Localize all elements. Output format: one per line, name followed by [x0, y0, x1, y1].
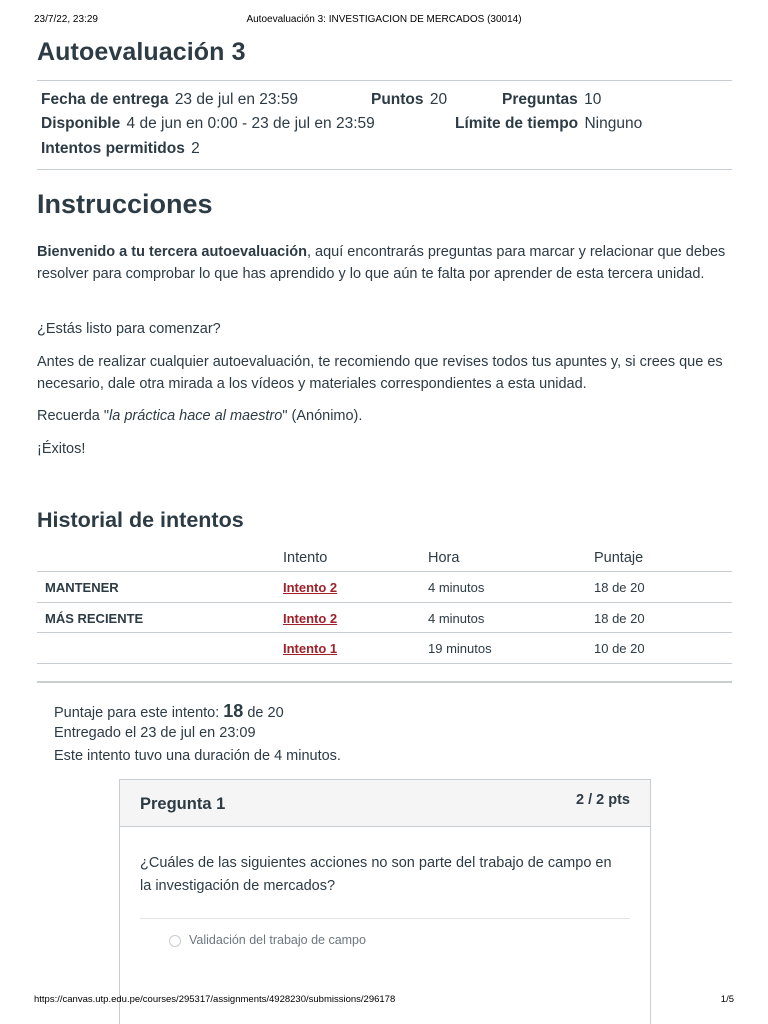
score-suffix: de 20: [243, 705, 284, 721]
meta-row-3: [41, 140, 731, 160]
row-score: 18 de 20: [594, 610, 645, 626]
limite-label: Límite de tiempo: [455, 115, 579, 132]
divider: [37, 681, 732, 683]
print-page-number: 1/5: [720, 994, 734, 1005]
quote-italic: la práctica hace al maestro: [109, 408, 283, 424]
page-title: Autoevaluación 3: [37, 38, 246, 66]
score-summary: [54, 701, 284, 722]
divider: [37, 169, 732, 170]
disponible: [41, 115, 375, 133]
header-intento: Intento: [283, 550, 328, 566]
instructions-title: Instrucciones: [37, 189, 213, 219]
attempt-link[interactable]: Intento 2: [283, 580, 338, 595]
print-date: 23/7/22, 23:29: [34, 14, 98, 25]
header-hora: Hora: [428, 550, 460, 566]
row-score: 18 de 20: [594, 580, 645, 595]
attempt-link[interactable]: Intento 2: [283, 610, 338, 626]
row-score: 10 de 20: [594, 641, 645, 656]
question-title: Pregunta 1: [140, 795, 226, 813]
welcome-rest: , aquí encontrarás preguntas para marcar y relacionar que debes resolver para comprobar lo que has aprendido y lo que aún te falta por aprender de esta tercera unidad.: [37, 244, 726, 282]
disponible-value: 4 de jun en 0:00 - 23 de jul en 23:59: [126, 115, 375, 132]
score-value: 18: [223, 701, 244, 721]
meta-row-2: [41, 115, 731, 135]
instructions-paragraph-4: [37, 405, 732, 427]
history-title: Historial de intentos: [37, 508, 244, 532]
divider: [37, 80, 732, 81]
option-label: Validación del trabajo de campo: [189, 933, 366, 947]
table-row: [37, 633, 732, 664]
instructions-paragraph-5: ¡Éxitos!: [37, 441, 86, 457]
table-row: [37, 603, 732, 634]
row-time: 4 minutos: [428, 580, 485, 595]
score-prefix: Puntaje para este intento:: [54, 705, 224, 721]
meta-row-1: [41, 91, 731, 111]
row-label: MANTENER: [45, 580, 119, 595]
limite-value: Ninguno: [584, 115, 643, 132]
preguntas-label: Preguntas: [502, 91, 578, 108]
row-time: 19 minutos: [428, 641, 492, 656]
limite-tiempo: [455, 115, 642, 133]
intentos-permitidos: [41, 140, 200, 158]
row-time: 4 minutos: [428, 610, 485, 626]
instructions-paragraph-3: Antes de realizar cualquier autoevaluación, te recomiendo que revises todos tus apuntes y, si crees que es necesario, dale otra mirada a los vídeos y materiales correspondientes a esta unidad.: [37, 354, 723, 392]
history-table: [37, 540, 732, 664]
intentos-value: 2: [191, 140, 200, 157]
question-text: ¿Cuáles de las siguientes acciones no son parte del trabajo de campo en la investigación de mercados?: [140, 855, 612, 894]
duration-text: Este intento tuvo una duración de 4 minutos.: [54, 748, 341, 764]
print-footer: [34, 994, 734, 1008]
row-label: MÁS RECIENTE: [45, 610, 144, 626]
submitted-text: Entregado el 23 de jul en 23:09: [54, 725, 256, 741]
preguntas-value: 10: [584, 91, 602, 108]
attempt-link[interactable]: Intento 1: [283, 641, 338, 656]
puntos-value: 20: [429, 91, 448, 108]
print-doc-title: Autoevaluación 3: INVESTIGACION DE MERCADOS (30014): [246, 14, 522, 25]
question-header: [120, 780, 650, 827]
header-puntaje: Puntaje: [594, 550, 644, 566]
print-header: [34, 14, 734, 28]
divider: [140, 918, 630, 919]
preguntas: [502, 91, 601, 109]
instructions-paragraph-1: [37, 241, 732, 285]
quote-pre: Recuerda ": [37, 408, 110, 424]
fecha-entrega-label: Fecha de entrega: [41, 91, 169, 108]
table-row: [37, 572, 732, 603]
question-card: [119, 779, 651, 1024]
quote-post: " (Anónimo).: [282, 408, 363, 424]
history-header-row: [37, 540, 732, 572]
radio-icon[interactable]: [169, 935, 181, 947]
welcome-bold: Bienvenido a tu tercera autoevaluación: [37, 244, 307, 260]
puntos: [371, 91, 447, 109]
fecha-entrega: [41, 91, 298, 109]
instructions-paragraph-2: ¿Estás listo para comenzar?: [37, 321, 221, 337]
print-url: https://canvas.utp.edu.pe/courses/295317/assignments/4928230/submissions/296178: [34, 994, 396, 1005]
disponible-label: Disponible: [41, 115, 121, 132]
fecha-entrega-value: 23 de jul en 23:59: [174, 91, 299, 108]
question-points: 2 / 2 pts: [576, 792, 630, 808]
puntos-label: Puntos: [371, 91, 424, 108]
intentos-label: Intentos permitidos: [41, 140, 185, 157]
